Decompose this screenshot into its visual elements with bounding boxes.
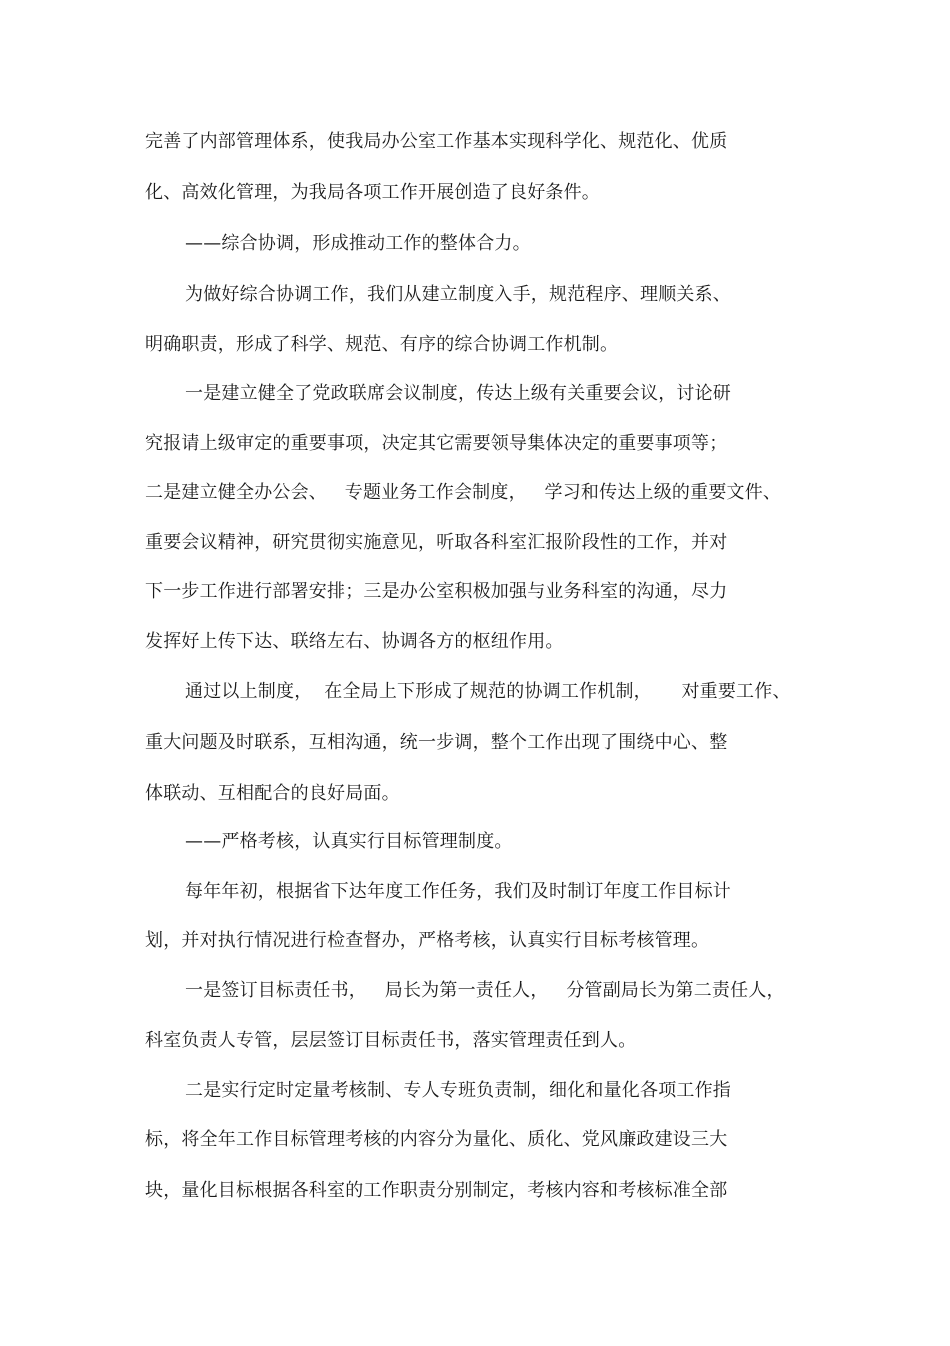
text-line: 二是实行定时定量考核制、专人专班负责制，细化和量化各项工作指 bbox=[185, 1080, 731, 1101]
text-line: 完善了内部管理体系，使我局办公室工作基本实现科学化、规范化、优质 bbox=[145, 131, 728, 152]
text-line: 体联动、互相配合的良好局面。 bbox=[145, 783, 400, 804]
text-line: 通过以上制度， 在全局上下形成了规范的协调工作机制， 对重要工作、 bbox=[185, 681, 791, 702]
text-line: 明确职责，形成了科学、规范、有序的综合协调工作机制。 bbox=[145, 334, 619, 355]
text-line: 下一步工作进行部署安排；三是办公室积极加强与业务科室的沟通，尽力 bbox=[145, 581, 728, 602]
text-line: 一是建立健全了党政联席会议制度，传达上级有关重要会议，讨论研 bbox=[185, 383, 731, 404]
text-line: 化、高效化管理，为我局各项工作开展创造了良好条件。 bbox=[145, 182, 600, 203]
section-heading: ——严格考核，认真实行目标管理制度。 bbox=[185, 831, 513, 852]
text-line: 重要会议精神，研究贯彻实施意见，听取各科室汇报阶段性的工作，并对 bbox=[145, 532, 728, 553]
section-heading: ——综合协调，形成推动工作的整体合力。 bbox=[185, 233, 531, 254]
text-line: 标，将全年工作目标管理考核的内容分为量化、质化、党风廉政建设三大 bbox=[145, 1129, 728, 1150]
text-line: 究报请上级审定的重要事项，决定其它需要领导集体决定的重要事项等； bbox=[145, 433, 728, 454]
text-line: 二是建立健全办公会、 专题业务工作会制度， 学习和传达上级的重要文件、 bbox=[145, 482, 782, 503]
text-line: 重大问题及时联系，互相沟通，统一步调，整个工作出现了围绕中心、整 bbox=[145, 732, 728, 753]
text-line: 一是签订目标责任书， 局长为第一责任人， 分管副局长为第二责任人， bbox=[185, 980, 785, 1001]
text-line: 块，量化目标根据各科室的工作职责分别制定，考核内容和考核标准全部 bbox=[145, 1180, 728, 1201]
text-line: 每年年初，根据省下达年度工作任务，我们及时制订年度工作目标计 bbox=[185, 881, 731, 902]
text-line: 划，并对执行情况进行检查督办，严格考核，认真实行目标考核管理。 bbox=[145, 930, 710, 951]
text-line: 为做好综合协调工作，我们从建立制度入手，规范程序、理顺关系、 bbox=[185, 284, 731, 305]
text-line: 科室负责人专管，层层签订目标责任书，落实管理责任到人。 bbox=[145, 1030, 637, 1051]
text-line: 发挥好上传下达、联络左右、协调各方的枢纽作用。 bbox=[145, 631, 564, 652]
